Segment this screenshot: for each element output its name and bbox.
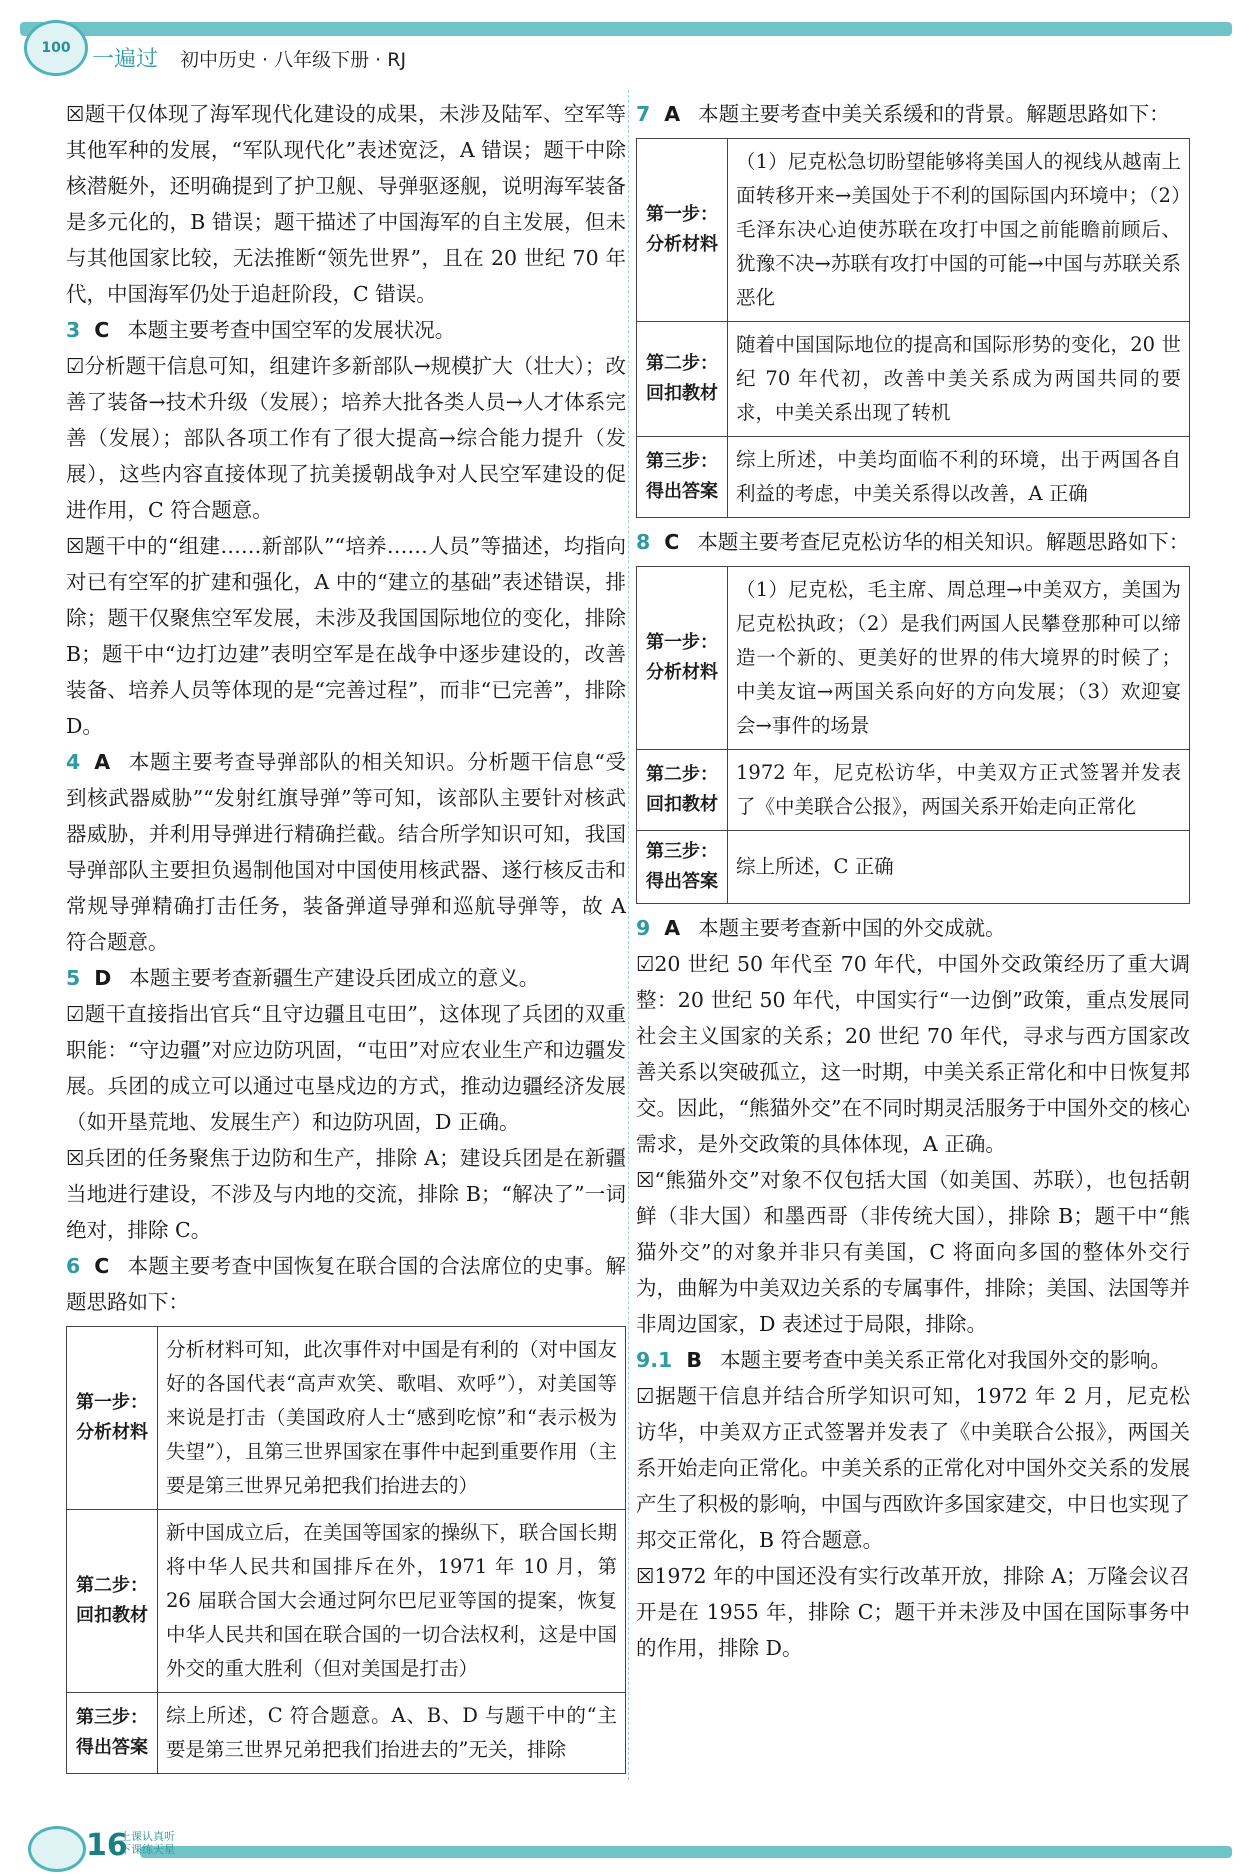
answer-letter: A [664,916,681,940]
page-header [20,18,1232,74]
slogan-line-2: 下课练天星 [120,1843,175,1856]
step-row [67,1693,626,1774]
brand-name: 一遍过 [92,47,159,72]
question-summary: 本题主要考查导弹部队的相关知识。分析题干信息“受到核武器威胁”“发射红旗导弹”等可知，该部队主要针对核武器威胁，并利用导弹进行精确拦截。结合所学知识可知，我国导弹部队主要担负遏制他国对中国使用核武器、遂行核反击和常规导弹精确打击任务，装备弹道导弹和巡航导弹等，故 A 符合题意。 [66,750,626,954]
step-label: 第一步：分析材料 [67,1327,158,1510]
step-row [637,831,1190,904]
step-content: 新中国成立后，在美国等国家的操纵下，联合国长期将中华人民共和国排斥在外，1971 年 10 月，第 26 届联合国大会通过阿尔巴尼亚等国的提案，恢复中华人民共和国在联合国的一切合法权利，这是中国外交的重大胜利（但对美国是打击） [158,1510,626,1693]
solution-steps-table [636,138,1190,518]
question-number: 4 [66,750,81,774]
step-label: 第二步：回扣教材 [637,750,728,831]
question-summary: 本题主要考查中美关系正常化对我国外交的影响。 [719,1348,1171,1372]
book-title: 初中历史 · 八年级下册 · RJ [180,49,407,71]
question-number: 9.1 [636,1348,673,1372]
question-line [66,312,626,348]
answer-letter: A [664,102,681,126]
slogan-line-1: 上课认真听 [120,1830,175,1843]
step-content: 综上所述，C 正确 [728,831,1190,904]
step-row [637,139,1190,322]
explanation-paragraph: ☑据题干信息并结合所学知识可知，1972 年 2 月，尼克松访华，中美双方正式签署并发表了《中美联合公报》，两国关系开始走向正常化。中美关系的正常化对中国外交关系的发展产生了积极的影响，中国与西欧许多国家建交，中日也实现了邦交正常化，B 符合题意。 [636,1384,1190,1552]
step-row [637,437,1190,518]
step-content: 综上所述，中美均面临不利的环境，出于两国各自利益的考虑，中美关系得以改善，A 正确 [728,437,1190,518]
step-label: 第一步：分析材料 [637,567,728,750]
answer-letter: C [94,1254,110,1278]
question-line [636,910,1190,946]
explanation-paragraph: ☒“熊猫外交”对象不仅包括大国（如美国、苏联），也包括朝鲜（非大国）和墨西哥（非传统大国），排除 B；题干中“熊猫外交”的对象并非只有美国，C 将面向多国的整体外交行为，曲解为中美双边关系的专属事件，排除；美国、法国等并非周边国家，D 表述过于局限，排除。 [636,1168,1190,1336]
page-number: 16 [86,1828,128,1863]
solution-steps-table [636,566,1190,904]
step-content: 随着中国国际地位的提高和国际形势的变化，20 世纪 70 年代初，改善中美关系成为两国共同的要求，中美关系出现了转机 [728,322,1190,437]
question-line [66,744,626,960]
step-row [637,322,1190,437]
question-number: 5 [66,966,81,990]
question-number: 8 [636,530,651,554]
step-row [67,1327,626,1510]
explanation-paragraph: ☒1972 年的中国还没有实行改革开放，排除 A；万隆会议召开是在 1955 年，排除 C；题干并未涉及中国在国际事务中的作用，排除 D。 [636,1564,1190,1660]
explanation-paragraph: ☒兵团的任务聚焦于边防和生产，排除 A；建设兵团是在新疆当地进行建设，不涉及与内地的交流，排除 B；“解决了”一词绝对，排除 C。 [66,1146,626,1242]
explanation-paragraph: ☑分析题干信息可知，组建许多新部队→规模扩大（壮大）；改善了装备→技术升级（发展）；培养大批各类人员→人才体系完善（发展）；部队各项工作有了很大提高→综合能力提升（发展），这些内容直接体现了抗美援朝战争对人民空军建设的促进作用，C 符合题意。 [66,354,626,522]
step-content: （1）尼克松，毛主席、周总理→中美双方，美国为尼克松执政；（2）是我们两国人民攀登那种可以缔造一个新的、更美好的世界的伟大境界的时候了；中美友谊→两国关系向好的方向发展；（3）欢迎宴会→事件的场景 [728,567,1190,750]
answer-letter: C [94,318,110,342]
explanation-paragraph: ☒题干仅体现了海军现代化建设的成果，未涉及陆军、空军等其他军种的发展，“军队现代化”表述宽泛，A 错误；题干中除核潜艇外，还明确提到了护卫舰、导弹驱逐舰，说明海军装备是多元化的，B 错误；题干描述了中国海军的自主发展，但未与其他国家比较，无法推断“领先世界”，且在 20 世纪 70 年代，中国海军仍处于追赶阶段，C 错误。 [66,102,626,306]
step-content: （1）尼克松急切盼望能够将美国人的视线从越南上面转移开来→美国处于不利的国际国内环境中；（2）毛泽东决心迫使苏联在攻打中国之前能瞻前顾后、犹豫不决→苏联有攻打中国的可能→中国与苏联关系恶化 [728,139,1190,322]
step-label: 第三步：得出答案 [637,831,728,904]
step-label: 第三步：得出答案 [637,437,728,518]
answer-letter: C [664,530,680,554]
answer-letter: B [686,1348,702,1372]
step-content: 综上所述，C 符合题意。A、B、D 与题干中的“主要是第三世界兄弟把我们抬进去的”无关，排除 [158,1693,626,1774]
logo-icon: 100 [24,20,88,76]
step-label: 第三步：得出答案 [67,1693,158,1774]
solution-steps-table [66,1326,626,1774]
question-summary: 本题主要考查新中国的外交成就。 [698,916,1006,940]
step-content: 分析材料可知，此次事件对中国是有利的（对中国友好的各国代表“高声欢笑、歌唱、欢呼”），对美国等来说是打击（美国政府人士“感到吃惊”和“表示极为失望”），且第三世界国家在事件中起到重要作用（主要是第三世界兄弟把我们抬进去的） [158,1327,626,1510]
question-number: 7 [636,102,651,126]
header-bar [20,22,1232,36]
step-label: 第一步：分析材料 [637,139,728,322]
explanation-paragraph: ☒题干中的“组建……新部队”“培养……人员”等描述，均指向对已有空军的扩建和强化，A 中的“建立的基础”表述错误，排除；题干仅聚焦空军发展，未涉及我国国际地位的变化，排除 B；题干中“边打边建”表明空军是在战争中逐步建设的，改善装备、培养人员等体现的是“完善过程”，而非“已完善”，排除 D。 [66,534,626,738]
footer-slogan [120,1830,180,1856]
question-summary: 本题主要考查中国恢复在联合国的合法席位的史事。解题思路如下： [66,1254,626,1314]
question-number: 6 [66,1254,81,1278]
question-number: 3 [66,318,81,342]
question-summary: 本题主要考查中美关系缓和的背景。解题思路如下： [698,102,1170,126]
step-row [637,567,1190,750]
page-footer [20,1826,1232,1866]
answer-letter: D [94,966,112,990]
question-number: 9 [636,916,651,940]
explanation-paragraph: ☑20 世纪 50 年代至 70 年代，中国外交政策经历了重大调整：20 世纪 50 年代，中国实行“一边倒”政策，重点发展同社会主义国家的关系；20 世纪 70 年代，寻求与西方国家改善关系以突破孤立，这一时期，中美关系正常化和中日恢复邦交。因此，“熊猫外交”在不同时期灵活服务于中国外交的核心需求，是外交政策的具体体现，A 正确。 [636,952,1190,1156]
question-line [636,524,1190,560]
question-summary: 本题主要考查新疆生产建设兵团成立的意义。 [129,966,540,990]
explanation-paragraph: ☑题干直接指出官兵“且守边疆且屯田”，这体现了兵团的双重职能：“守边疆”对应边防巩固，“屯田”对应农业生产和边疆发展。兵团的成立可以通过屯垦戍边的方式，推动边疆经济发展（如开垦荒地、发展生产）和边防巩固，D 正确。 [66,1002,626,1134]
question-line [66,960,626,996]
left-column [66,96,626,1780]
question-line [636,96,1190,132]
step-label: 第二步：回扣教材 [67,1510,158,1693]
footer-logo-icon [28,1826,86,1872]
step-row [637,750,1190,831]
right-column [636,96,1190,1666]
step-label: 第二步：回扣教材 [637,322,728,437]
footer-bar [140,1846,1232,1858]
column-divider [628,90,629,1780]
step-row [67,1510,626,1693]
question-summary: 本题主要考查中国空军的发展状况。 [127,318,456,342]
question-summary: 本题主要考查尼克松访华的相关知识。解题思路如下： [697,530,1190,554]
step-content: 1972 年，尼克松访华，中美双方正式签署并发表了《中美联合公报》，两国关系开始走向正常化 [728,750,1190,831]
question-line [636,1342,1190,1378]
answer-letter: A [94,750,111,774]
question-line [66,1248,626,1320]
